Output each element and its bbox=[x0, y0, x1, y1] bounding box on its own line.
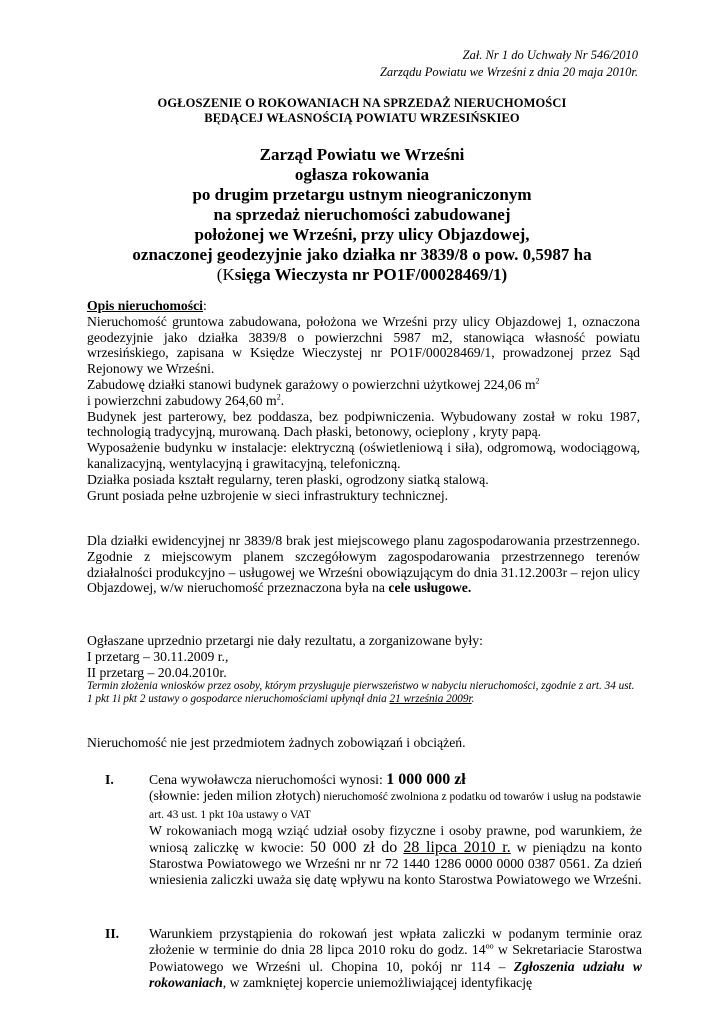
conditions-text-end: , w zamkniętej kopercie uniemożliwiającej identyfikację bbox=[222, 974, 533, 990]
deposit-account-text: w pieniądzu na konto Starostwa Powiatowego we Wrześni nr nr 72 1440 1286 0000 0000 0387 0561. Za dzień wniesienia zaliczki uważa się datę wpływu na konto Starostwa Powiatowego we Wrześni. bbox=[149, 839, 643, 888]
starting-price-value: 1 000 000 zł bbox=[386, 771, 466, 788]
notice-title-line-2: BĘDĄCEJ WŁASNOŚCIĄ POWIATU WRZESIŃSKIEO bbox=[204, 111, 520, 125]
price-in-words-block bbox=[149, 788, 642, 823]
first-tender-date: I przetarg – 30.11.2009 r., bbox=[87, 648, 229, 664]
main-heading bbox=[0, 145, 724, 285]
priority-note-text: Termin złożenia wniosków przez osoby, którym przysługuje pierwszeństwo w nabyciu nieruchomości, zgodnie z art. 34 ust. 1 pkt 1i pkt 2 ustawy o gospodarce nieruchomościami upłynął dnia bbox=[87, 680, 635, 706]
priority-note-end: . bbox=[471, 693, 475, 706]
zoning-paragraph bbox=[87, 533, 640, 596]
heading-line-5: położonej we Wrześni, przy ulicy Objazdowej, bbox=[194, 225, 530, 244]
application-title: Zgłoszenia udziału w rokowaniach bbox=[149, 958, 642, 990]
description-paragraph-2a bbox=[87, 377, 640, 393]
description-paragraph-6: Grunt posiada pełne uzbrojenie w sieci infrastruktury technicznej. bbox=[87, 487, 449, 503]
conditions-text-start: Warunkiem przystąpienia do rokowań jest wpłata zaliczki w podanym terminie oraz złożenie w terminie do dnia 28 lipca 2010 roku do godz. 14 bbox=[149, 926, 642, 958]
encumbrance-statement: Nieruchomość nie jest przedmiotem żadnych zobowiązań i obciążeń. bbox=[87, 735, 466, 750]
description-paragraph-1: Nieruchomość gruntowa zabudowana, położona we Wrześni przy ulicy Objazdowej 1, oznaczona geodezyjnie jako działka 3839/8 o powierzchni 5987 m2, stanowiąca własność powiatu wrzesińskiego, zapisana w Księdze Wieczystej nr PO1F/00028469/1, prowadzonej przez Sąd Rejonowy we Wrześni. bbox=[87, 313, 640, 377]
deposit-intro: W rokowaniach mogą wziąć udział osoby fizyczne i osoby prawne, pod warunkiem, że wniosą zaliczkę w kwocie: bbox=[149, 823, 642, 855]
resolution-line-1: Zał. Nr 1 do Uchwały Nr 546/2010 bbox=[462, 48, 638, 62]
built-area-sup: 2 bbox=[276, 392, 281, 402]
previous-tenders bbox=[87, 633, 640, 706]
zoning-purpose: cele usługowe. bbox=[388, 580, 472, 596]
built-area-text: i powierzchni zabudowy 264,60 m bbox=[87, 392, 277, 408]
heading-line-1: Zarząd Powiatu we Wrześni bbox=[259, 145, 465, 164]
heading-line-6: oznaczonej geodezyjnie jako działka nr 3839/8 o pow. 0,5987 ha bbox=[132, 245, 592, 264]
zoning-text: Dla działki ewidencyjnej nr 3839/8 brak jest miejscowego planu zagospodarowania przestrzennego. Zgodnie z miejscowym planem szczegółowym zagospodarowania przestrzennego terenów działalności produkcyjno – usługowej we Wrześni obowiązującym do dnia 31.12.2003r – rejon ulicy Objazdowej, w/w nieruchomość przeznaczona była na bbox=[87, 533, 640, 596]
notice-title-line-1: OGŁOSZENIE O ROKOWANIACH NA SPRZEDAŻ NIERUCHOMOŚCI bbox=[157, 96, 567, 110]
description-paragraph-4: Wyposażenie budynku w instalacje: elektryczną (oświetleniową i siła), odgromową, wodociągową, kanalizacyjną, wentylacyjną i grawitacyjną, telefoniczną. bbox=[87, 440, 640, 471]
priority-deadline-note bbox=[87, 680, 640, 706]
starting-price-line bbox=[149, 772, 642, 788]
description-paragraph-2b bbox=[87, 393, 640, 409]
heading-line-7 bbox=[0, 265, 724, 285]
description-label: Opis nieruchomości bbox=[87, 298, 203, 313]
second-tender-date: II przetarg – 20.04.2010r. bbox=[87, 664, 227, 680]
usable-area-sup: 2 bbox=[535, 376, 540, 386]
section-1-number: I. bbox=[105, 772, 114, 787]
section-2-body bbox=[149, 926, 642, 991]
description-paragraph-5: Działka posiada kształt regularny, teren płaski, ogrodzony siatką stalową. bbox=[87, 471, 489, 487]
heading-line-2: ogłasza rokowania bbox=[294, 165, 430, 184]
vat-exemption-note: nieruchomość zwolniona z podatku od towarów i usług na podstawie art. 43 ust. 1 pkt 10a ustawy o VAT bbox=[149, 791, 642, 821]
section-1-body bbox=[149, 772, 642, 888]
description-paragraph-3: Budynek jest parterowy, bez poddasza, bez podpiwniczenia. Wybudowany został w roku 1987, technologią tradycyjną, murowaną. Dach płaski, betonowy, ocieplony , kryty papą. bbox=[87, 408, 640, 440]
deposit-amount: 50 000 zł do bbox=[309, 838, 398, 856]
deposit-paragraph bbox=[149, 823, 642, 888]
description-colon: : bbox=[202, 298, 207, 313]
heading-line-7-prefix: (K bbox=[216, 265, 235, 284]
description-label-line bbox=[87, 298, 640, 314]
conditions-text-middle: w Sekretariacie Starostwa Powiatowego we Wrześni ul. Chopina 10, pokój nr 114 – bbox=[149, 942, 642, 974]
previous-tenders-intro: Ogłaszane uprzednio przetargi nie dały rezultatu, a zorganizowane były: bbox=[87, 633, 483, 648]
price-in-words: (słownie: jeden milion złotych) bbox=[149, 788, 321, 804]
resolution-reference bbox=[380, 47, 638, 81]
deposit-deadline: 28 lipca 2010 r. bbox=[403, 838, 511, 856]
heading-line-3: po drugim przetargu ustnym nieograniczonym bbox=[192, 185, 532, 204]
time-superscript: oo bbox=[485, 941, 494, 951]
heading-line-4: na sprzedaż nieruchomości zabudowanej bbox=[213, 205, 511, 224]
built-area-end: . bbox=[280, 392, 285, 408]
priority-note-date: 21 września 2009r bbox=[389, 693, 472, 706]
resolution-line-2: Zarządu Powiatu we Wrześni z dnia 20 maja 2010r. bbox=[379, 65, 638, 79]
starting-price-label: Cena wywoławcza nieruchomości wynosi: bbox=[149, 772, 387, 787]
notice-title bbox=[0, 96, 724, 126]
property-description bbox=[87, 298, 640, 503]
section-2-number: II. bbox=[105, 926, 120, 941]
usable-area-text: Zabudowę działki stanowi budynek garażowy o powierzchni użytkowej 224,06 m bbox=[87, 376, 536, 392]
heading-line-7-rest: sięga Wieczysta nr PO1F/00028469/1) bbox=[234, 265, 508, 284]
